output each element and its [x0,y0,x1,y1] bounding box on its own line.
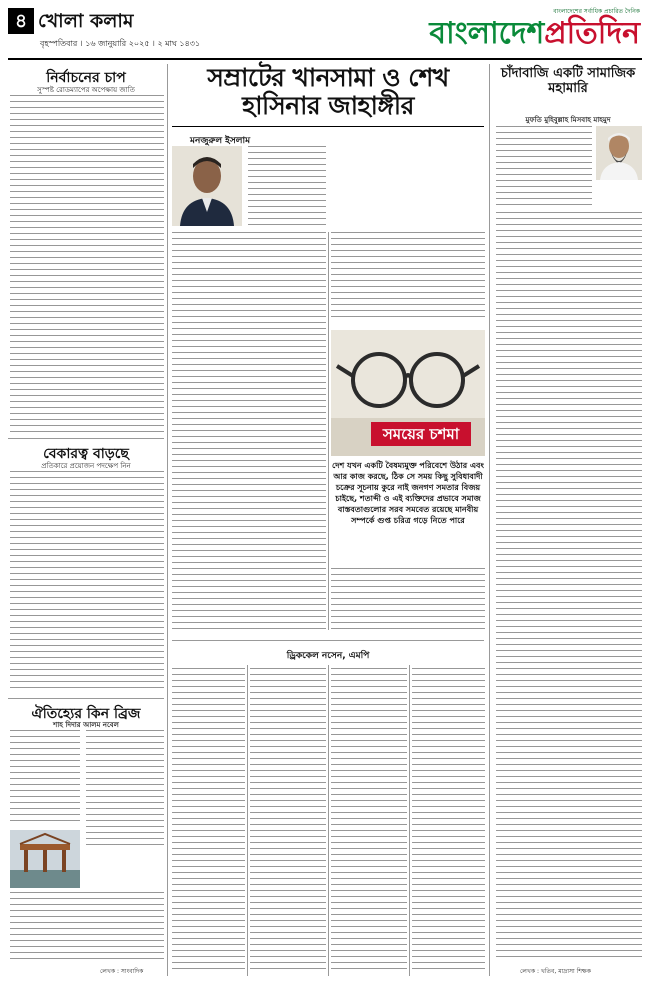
column-divider [328,665,329,976]
column-divider [409,665,410,976]
brand-name-part1: বাংলাদেশ [429,16,545,51]
headline-rule [172,126,484,127]
page-number: ৪ [8,8,34,34]
brand-logo [429,6,640,51]
editorial-1-body [10,95,164,433]
editorial-2-subtitle: প্রতিকারে প্রয়োজন পদক্ষেপ নিন [41,462,131,470]
section-rule [172,640,484,641]
article-3-credit: লেখক : সাংবাদিক [100,968,144,975]
main-byline: মনজুরুল ইসলাম [190,136,251,146]
opinion-credit: লেখক : খতিব, মাদ্রাসা শিক্ষক [520,968,591,975]
section-title: খোলা কলাম [38,10,134,32]
bridge-image-icon [10,830,80,888]
main-body-col2-cont [331,568,485,630]
column-graphic [331,330,485,456]
article-3-body [10,892,164,964]
author-portrait-icon [172,146,242,226]
author-portrait-icon [596,126,642,180]
editorial-1-title: নির্বাচনের চাপ [46,70,126,86]
article-3-title: ঐতিহ্যের কিন ব্রিজ [31,706,141,722]
opinion-body [496,212,642,962]
author-photo [172,146,242,226]
editorial-1-subtitle: সুস্পষ্ট রোডম্যাপের অপেক্ষায় জাতি [37,86,135,94]
article-3-byline: শাহ দিদার আলম নবেল [53,721,119,729]
article-3-body [10,730,80,826]
column-divider [489,64,490,976]
main-body-col2 [331,232,485,322]
main-headline: সম্রাটের খানসামা ও শেখ হাসিনার জাহাঙ্গীর [207,63,449,120]
brand-name [429,17,640,51]
bottom-body-col1 [172,668,245,974]
section-rule [8,438,164,439]
main-body-col1 [172,232,326,630]
column-divider [247,665,248,976]
opinion-byline: মুফতি মুহিবুল্লাহ মিসবাহ মাহমুদ [525,116,611,124]
bottom-body-col4 [412,668,485,974]
bridge-photo [10,830,80,888]
brand-name-part2: প্রতিদিন [544,16,640,51]
masthead [0,0,650,60]
graphic-title: সময়ের চশমা [371,422,471,446]
section-rule [8,698,164,699]
opinion-body [496,126,592,208]
dateline: বৃহস্পতিবার । ১৬ জানুয়ারি ২০২৫ । ২ মাঘ ১৪৩১ [40,39,201,48]
pull-quote: দেশ যখন একটি বৈষম্যমুক্ত পরিবেশে উঠার এবং আর কাজ করছে, ঠিক সে সময় কিছু সুবিধাবাদী চক্রের সূচনায় কুরে নাই জনগণ সমতার বিজয় চাইছে, শতাব্দী ও এই ব্যক্তিদের প্রভাবে সমাজ বাস্তবতাগুলোর সরব সমবেত রয়েছে মানবীয় সম্পর্কে গুপ্ত চরিত্র গড়ে নিতে পারে [332,461,484,525]
column-divider [167,64,168,976]
masthead-rule [8,58,642,60]
opinion-title: চাঁদাবাজি একটি সামাজিক মহামারি [500,66,636,96]
brand-tagline: বাংলাদেশের সর্বাধিক প্রচারিত দৈনিক [553,8,640,15]
editorial-2-title: বেকারত্ব বাড়ছে [43,446,129,462]
article-3-body [86,730,164,850]
opinion-author-photo [596,126,642,180]
bottom-byline: ড্রিককেল নসেন, এমপি [286,651,370,661]
column-divider [328,232,329,630]
bottom-body-col3 [331,668,407,974]
bottom-body-col2 [250,668,326,974]
main-body-intro [248,146,326,226]
editorial-2-body [10,471,164,693]
